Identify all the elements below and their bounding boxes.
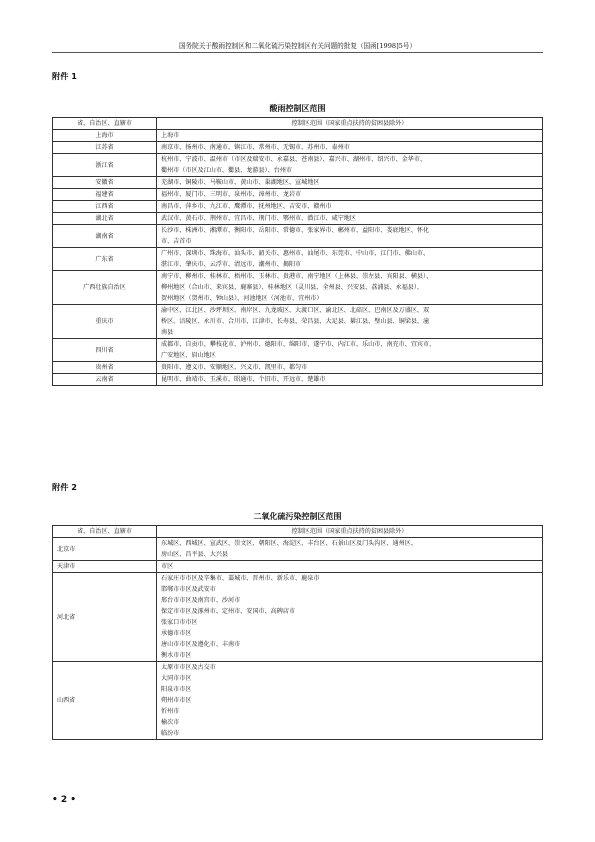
so2-control-zone-table (52, 525, 543, 740)
control-area-text: 杭州市、宁波市、温州市（市区及瑞安市、永嘉县、苍南县）、嘉兴市、湖州市、绍兴市、金华市、 (161, 156, 427, 163)
control-area-cell (157, 305, 543, 339)
control-area-text: 衢州市（市区及江山市、衢县、龙游县）、台州市 (161, 167, 293, 174)
control-area-text: 南宁市、柳州市、桂林市、梧州市、玉林市、贵港市、南宁地区（上林县、崇左县、宾阳县、横县）、 (161, 273, 433, 280)
control-area-cell (157, 189, 543, 201)
province-cell: 广东省 (53, 248, 157, 271)
control-area-text: 福州市、厦门市、三明市、泉州市、漳州市、龙岩市 (161, 191, 302, 198)
control-area-text: 昆明市、曲靖市、玉溪市、昭通市、个旧市、开远市、楚雄市 (161, 376, 326, 383)
control-area-text: 广安地区、眉山地区 (161, 352, 216, 359)
control-area-cell (157, 573, 543, 662)
control-area-text: 柳州地区（合山市、来宾县、鹿寨县）、桂林地区（灵川县、全州县、兴安县、荔浦县、永福县）、 (161, 284, 424, 291)
appendix-2-title: 二氧化硫污染控制区范围 (253, 512, 342, 521)
appendix-2-label: 附件 2 (52, 482, 77, 492)
column-header-control-area: 控制区范围（国家重点扶持的贫困县除外） (157, 118, 543, 130)
control-area-text: 张家口市市区 (161, 619, 198, 626)
control-area-cell (157, 538, 543, 561)
province-cell: 云南省 (53, 374, 157, 386)
column-header-control-area: 控制区范围（国家重点扶持的贫困县除外） (157, 526, 543, 538)
control-area-cell (157, 248, 543, 271)
control-area-text: 朔州市市区 (161, 697, 192, 704)
control-area-text: 阳泉市市区 (161, 686, 192, 693)
province-cell: 天津市 (53, 561, 157, 573)
control-area-cell (157, 142, 543, 154)
control-area-text: 忻州市 (161, 708, 180, 715)
control-area-text: 南昌市、萍乡市、九江市、鹰潭市、抚州地区、吉安市、赣州市 (161, 203, 332, 210)
control-area-cell (157, 362, 543, 374)
control-area-cell (157, 225, 543, 248)
running-header: 国务院关于酸雨控制区和二氧化硫污染控制区有关问题的批复（国函[1998]5号） (52, 40, 543, 53)
table-row (53, 225, 543, 248)
control-area-cell (157, 177, 543, 189)
control-area-text: 芜湖市、铜陵市、马鞍山市、黄山市、巢湖地区、宣城地区 (161, 179, 320, 186)
column-header-province: 省、自治区、直辖市 (53, 118, 157, 130)
control-area-text: 广州市、深圳市、珠海市、汕头市、韶关市、惠州市、汕尾市、东莞市、中山市、江门市、佛山市、 (161, 250, 430, 257)
control-area-text: 太原市市区及古交市 (161, 664, 216, 671)
control-area-text: 渝中区、江北区、沙坪坝区、南岸区、九龙坡区、大渡口区、渝北区、北碚区、巴南区及万盛区、双 (161, 307, 430, 314)
province-cell: 浙江省 (53, 154, 157, 177)
table-row (53, 177, 543, 189)
table-row (53, 339, 543, 362)
table-row (53, 305, 543, 339)
control-area-cell (157, 339, 543, 362)
control-area-text: 邢台市市区及南宫市、沙河市 (161, 597, 241, 604)
table-row (53, 561, 543, 573)
table-row (53, 362, 543, 374)
control-area-cell (157, 662, 543, 740)
province-cell: 重庆市 (53, 305, 157, 339)
control-area-text: 榆次市 (161, 719, 180, 726)
province-cell: 广西壮族自治区 (53, 271, 157, 305)
table-row (53, 154, 543, 177)
control-area-text: 唐山市市区及遵化市、丰南市 (161, 641, 241, 648)
province-cell: 福建省 (53, 189, 157, 201)
table-header-row (53, 526, 543, 538)
province-cell: 河北省 (53, 573, 157, 662)
table-row (53, 248, 543, 271)
control-area-cell (157, 213, 543, 225)
appendix-1-title: 酸雨控制区范围 (269, 104, 326, 113)
control-area-text: 贵阳市、遵义市、安顺地区、兴义市、凯里市、都匀市 (161, 364, 308, 371)
province-cell: 贵州省 (53, 362, 157, 374)
control-area-text: 承德市市区 (161, 630, 192, 637)
control-area-text: 桥区、涪陵区、永川市、合川市、江津市、长寿县、荣昌县、大足县、綦江县、璧山县、铜梁县、潼 (161, 318, 430, 325)
control-area-text: 市、吉首市 (161, 238, 192, 245)
table-row (53, 271, 543, 305)
control-area-text: 长沙市、株洲市、湘潭市、衡阳市、岳阳市、常德市、张家界市、郴州市、益阳市、娄底地区、怀化 (161, 227, 430, 234)
control-area-text: 大同市市区 (161, 675, 192, 682)
province-cell: 四川省 (53, 339, 157, 362)
table-row (53, 662, 543, 740)
control-area-text: 上海市 (161, 132, 180, 139)
control-area-cell (157, 201, 543, 213)
province-cell: 江苏省 (53, 142, 157, 154)
control-area-text: 南县 (161, 329, 174, 336)
acid-rain-control-zone-table (52, 117, 543, 386)
control-area-text: 南京市、扬州市、南通市、镇江市、常州市、无锡市、苏州市、泰州市 (161, 144, 350, 151)
control-area-text: 临汾市 (161, 730, 180, 737)
table-row (53, 189, 543, 201)
control-area-text: 成都市、自贡市、攀枝花市、泸州市、德阳市、绵阳市、遂宁市、内江市、乐山市、南充市、宜宾市、 (161, 341, 436, 348)
control-area-text: 武汉市、黄石市、荆州市、宜昌市、荆门市、鄂州市、潜江市、咸宁地区 (161, 215, 356, 222)
control-area-text: 保定市市区及涿州市、定州市、安国市、高碑店市 (161, 608, 296, 615)
control-area-cell (157, 271, 543, 305)
control-area-text: 石家庄市市区及辛集市、藁城市、晋州市、新乐市、鹿泉市 (161, 575, 320, 582)
control-area-text: 东城区、西城区、宣武区、崇文区、朝阳区、海淀区、丰台区、石景山区及门头沟区、通州区、 (161, 540, 417, 547)
table-row (53, 130, 543, 142)
table-row (53, 142, 543, 154)
appendix-1-label: 附件 1 (52, 71, 77, 81)
province-cell: 上海市 (53, 130, 157, 142)
control-area-text: 房山区、昌平县、大兴县 (161, 551, 229, 558)
province-cell: 北京市 (53, 538, 157, 561)
control-area-text: 湛江市、肇庆市、云浮市、清远市、潮州市、揭阳市 (161, 261, 302, 268)
control-area-text: 贺州地区（贺州市、钟山县）、河池地区（河池市、宜州市） (161, 295, 323, 302)
table-row (53, 538, 543, 561)
table-row (53, 201, 543, 213)
table-row (53, 374, 543, 386)
control-area-cell (157, 374, 543, 386)
column-header-province: 省、自治区、直辖市 (53, 526, 157, 538)
province-cell: 湖北省 (53, 213, 157, 225)
page-number: • 2 • (52, 795, 77, 805)
control-area-text: 市区 (161, 563, 174, 570)
table-header-row (53, 118, 543, 130)
control-area-text: 邯郸市市区及武安市 (161, 586, 216, 593)
province-cell: 安徽省 (53, 177, 157, 189)
table-row (53, 213, 543, 225)
control-area-cell (157, 130, 543, 142)
province-cell: 江西省 (53, 201, 157, 213)
table-row (53, 573, 543, 662)
province-cell: 湖南省 (53, 225, 157, 248)
control-area-cell (157, 561, 543, 573)
province-cell: 山西省 (53, 662, 157, 740)
control-area-cell (157, 154, 543, 177)
control-area-text: 衡水市市区 (161, 652, 192, 659)
